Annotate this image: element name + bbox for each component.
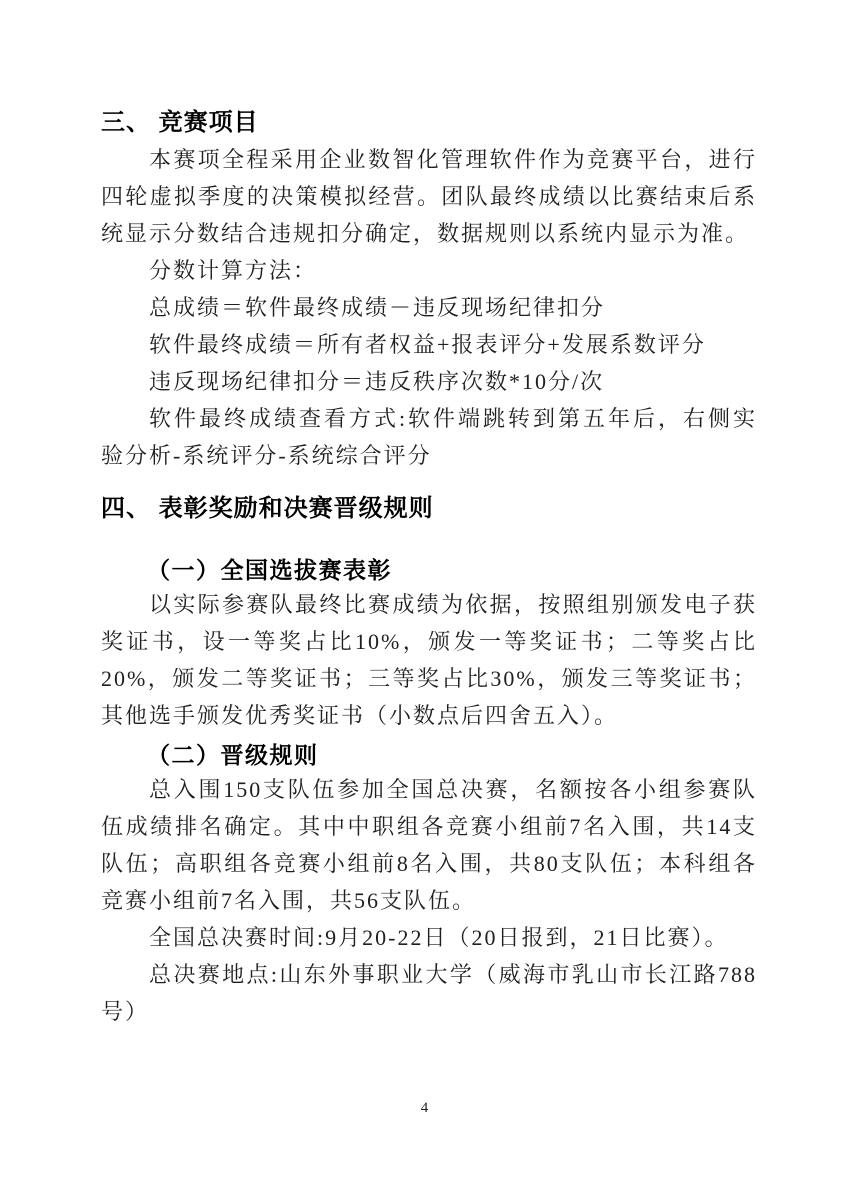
- section-heading-awards-promotion: 四、 表彰奖励和决赛晋级规则: [101, 495, 434, 522]
- subheading-national-selection-awards: （一）全国选拔赛表彰: [147, 558, 392, 583]
- formula-software-final-score: 软件最终成绩＝所有者权益+报表评分+发展系数评分: [149, 332, 706, 357]
- paragraph-competition-intro: 本赛项全程采用企业数智化管理软件作为竞赛平台，进行四轮虚拟季度的决策模拟经营。团队最终成绩以比赛结束后系统显示分数结合违规扣分确定，数据规则以系统内显示为准。: [101, 147, 757, 246]
- subheading-promotion-rules: （二）晋级规则: [147, 743, 319, 768]
- formula-discipline-deduction: 违反现场纪律扣分＝违反秩序次数*10分/次: [149, 369, 605, 394]
- paragraph-final-time: 全国总决赛时间:9月20-22日（20日报到，21日比赛）。: [149, 925, 729, 950]
- paragraph-score-view-method: 软件最终成绩查看方式:软件端跳转到第五年后，右侧实验分析-系统评分-系统综合评分: [101, 406, 757, 468]
- page-number: 4: [420, 1100, 429, 1116]
- paragraph-score-method-label: 分数计算方法：: [149, 258, 318, 283]
- paragraph-promotion-quota: 总入围150支队伍参加全国总决赛，名额按各小组参赛队伍成绩排名确定。其中中职组各竞赛小组前7名入围，共14支队伍；高职组各竞赛小组前8名入围，共80支队伍；本科组各竞赛小组前7名入围，共56支队伍。: [101, 777, 757, 913]
- paragraph-award-certificates: 以实际参赛队最终比赛成绩为依据，按照组别颁发电子获奖证书，设一等奖占比10%，颁发一等奖证书；二等奖占比20%，颁发二等奖证书；三等奖占比30%，颁发三等奖证书；其他选手颁发优秀奖证书（小数点后四舍五入）。: [101, 592, 757, 728]
- document-content: [101, 108, 757, 1030]
- formula-total-score: 总成绩＝软件最终成绩－违反现场纪律扣分: [149, 295, 606, 320]
- paragraph-final-place: 总决赛地点:山东外事职业大学（威海市乳山市长江路788号）: [101, 962, 757, 1024]
- section-heading-competition-items: 三、 竞赛项目: [101, 109, 259, 136]
